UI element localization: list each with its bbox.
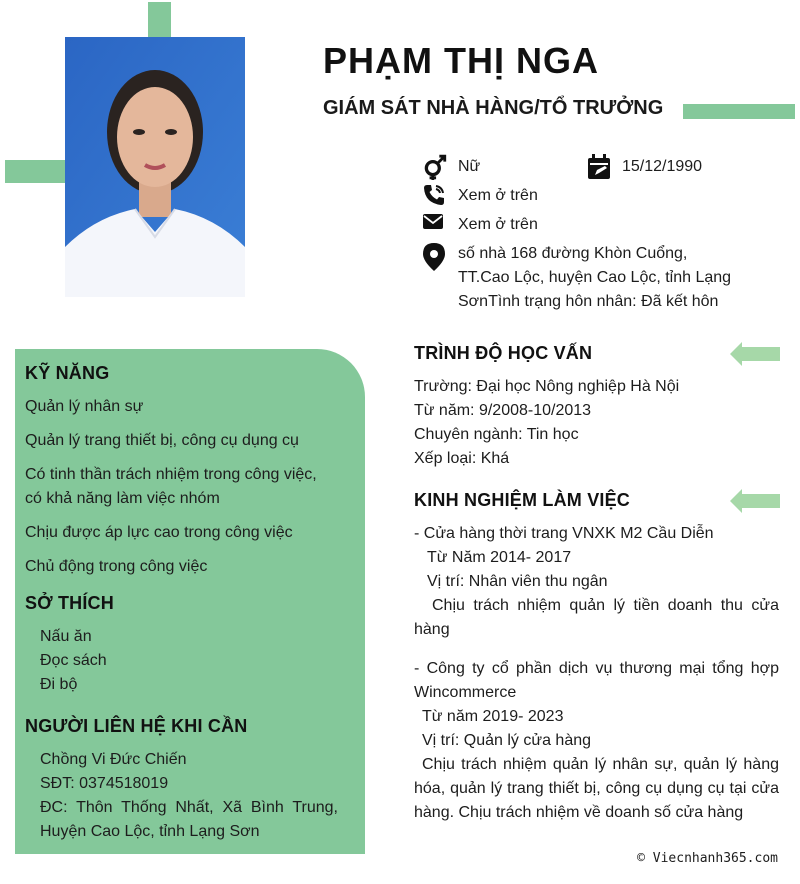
location-pin-icon bbox=[422, 243, 446, 267]
email-value: Xem ở trên bbox=[458, 216, 538, 233]
email-icon bbox=[422, 212, 446, 236]
decor-bar-top bbox=[148, 2, 171, 38]
address-line: số nhà 168 đường Khòn Cuổng, bbox=[458, 245, 688, 262]
education-school: Trường: Đại học Nông nghiệp Hà Nội bbox=[414, 378, 680, 395]
arrow-left-icon bbox=[730, 340, 780, 368]
address-line: SơnTình trạng hôn nhân: Đã kết hôn bbox=[458, 293, 719, 310]
profile-photo bbox=[65, 37, 245, 297]
job-period: Từ năm 2019- 2023 bbox=[422, 708, 564, 725]
job-company: - Công ty cổ phần dịch vụ thương mại tổng hợp Wincommerce bbox=[414, 660, 779, 701]
contact-address: ĐC: Thôn Thống Nhất, Xã Bình Trung, Huyện Cao Lộc, tỉnh Lạng Sơn bbox=[40, 799, 338, 840]
address-line: TT.Cao Lộc, huyện Cao Lộc, tỉnh Lạng bbox=[458, 269, 732, 286]
candidate-name: PHẠM THỊ NGA bbox=[323, 40, 599, 81]
job-title: GIÁM SÁT NHÀ HÀNG/TỔ TRƯỞNG bbox=[323, 97, 664, 119]
hobby-item: Nấu ăn bbox=[40, 628, 92, 645]
calendar-icon bbox=[587, 154, 611, 178]
phone-value: Xem ở trên bbox=[458, 187, 538, 204]
contact-name: Chồng Vi Đức Chiến bbox=[40, 751, 187, 768]
education-grade: Xếp loại: Khá bbox=[414, 450, 510, 467]
job-position: Vị trí: Quản lý cửa hàng bbox=[422, 732, 592, 749]
experience-heading: KINH NGHIỆM LÀM VIỆC bbox=[414, 490, 631, 510]
skill-item: có khả năng làm việc nhóm bbox=[25, 490, 220, 507]
skill-item: Chủ động trong công việc bbox=[25, 558, 208, 575]
skills-heading: KỸ NĂNG bbox=[25, 363, 110, 383]
skill-item: Chịu được áp lực cao trong công việc bbox=[25, 524, 293, 541]
skill-item: Quản lý nhân sự bbox=[25, 398, 144, 415]
education-period: Từ năm: 9/2008-10/2013 bbox=[414, 402, 592, 419]
education-heading: TRÌNH ĐỘ HỌC VẤN bbox=[414, 343, 593, 363]
skill-item: Quản lý trang thiết bị, công cụ dụng cụ bbox=[25, 432, 299, 449]
footer-watermark: © Viecnhanh365.com bbox=[637, 851, 778, 866]
gender-value: Nữ bbox=[458, 158, 481, 175]
decor-bar-left bbox=[5, 160, 66, 183]
job-duty: Chịu trách nhiệm quản lý nhân sự, quản lý hàng hóa, quản lý trang thiết bị, công cụ dụng cụ tại cửa hàng. Chịu trách nhiệm về doanh số cửa hàng bbox=[414, 756, 779, 821]
arrow-left-icon bbox=[730, 487, 780, 515]
job-position: Vị trí: Nhân viên thu ngân bbox=[427, 573, 608, 590]
decor-bar-title bbox=[683, 104, 795, 119]
hobbies-heading: SỞ THÍCH bbox=[25, 593, 114, 613]
contact-phone: SĐT: 0374518019 bbox=[40, 775, 169, 792]
job-company: - Cửa hàng thời trang VNXK M2 Cầu Diễn bbox=[414, 525, 714, 542]
job-duty: Chịu trách nhiệm quản lý tiền doanh thu cửa hàng bbox=[414, 597, 779, 638]
contact-heading: NGƯỜI LIÊN HỆ KHI CẦN bbox=[25, 716, 248, 736]
address-value bbox=[458, 242, 758, 314]
job-period: Từ Năm 2014- 2017 bbox=[427, 549, 572, 566]
skill-item: Có tinh thần trách nhiệm trong công việc, bbox=[25, 466, 317, 483]
hobby-item: Đọc sách bbox=[40, 652, 107, 669]
education-major: Chuyên ngành: Tin học bbox=[414, 426, 579, 443]
hobby-item: Đi bộ bbox=[40, 676, 78, 693]
birthday-value: 15/12/1990 bbox=[622, 158, 703, 175]
gender-icon bbox=[422, 154, 446, 178]
phone-icon bbox=[422, 183, 446, 207]
